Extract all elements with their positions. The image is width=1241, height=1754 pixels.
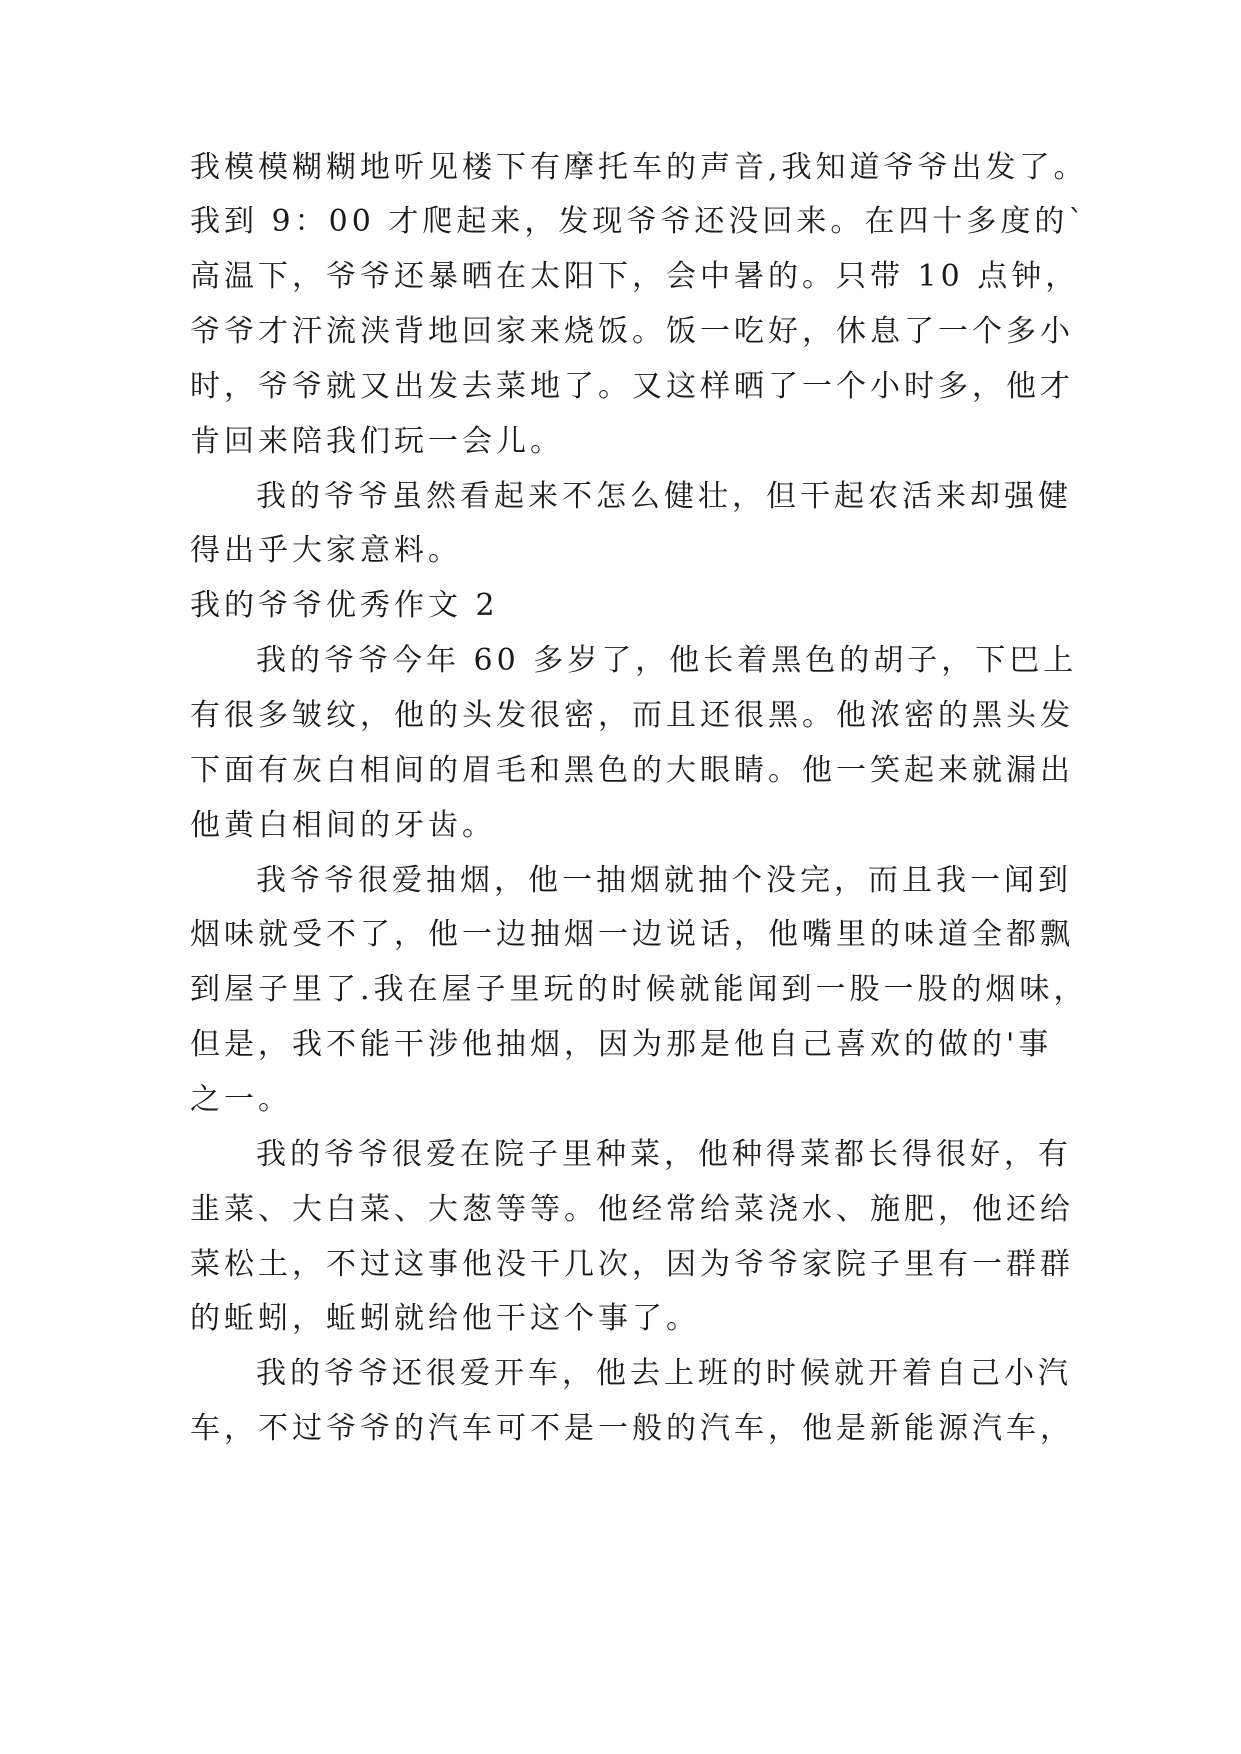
text-line: 我爷爷很爱抽烟，他一抽烟就抽个没完，而且我一闻到 — [256, 863, 1072, 898]
text-line: 的蚯蚓，蚯蚓就给他干这个事了。 — [190, 1301, 700, 1336]
text-line: 我的爷爷今年 60 多岁了，他长着黑色的胡子，下巴上 — [256, 643, 1078, 678]
text-line: 肯回来陪我们玩一会儿。 — [190, 424, 564, 459]
text-line: 我模模糊糊地听见楼下有摩托车的声音,我知道爷爷出发了。 — [190, 150, 1088, 185]
text-line: 但是，我不能干涉他抽烟，因为那是他自己喜欢的做的'事 — [190, 1027, 1053, 1062]
text-line: 到屋子里了.我在屋子里玩的时候就能闻到一股一股的烟味， — [190, 972, 1088, 1007]
text-line: 韭菜、大白菜、大葱等等。他经常给菜浇水、施肥，他还给 — [190, 1192, 1074, 1227]
text-line: 我到 9：00 才爬起来，发现爷爷还没回来。在四十多度的` — [190, 204, 1088, 239]
text-line: 车，不过爷爷的汽车可不是一般的汽车，他是新能源汽车， — [190, 1411, 1074, 1446]
text-line: 我的爷爷还很爱开车，他去上班的时候就开着自己小汽 — [256, 1356, 1072, 1391]
text-line: 烟味就受不了，他一边抽烟一边说话，他嘴里的味道全都飘 — [190, 917, 1074, 952]
text-line: 高温下，爷爷还暴晒在太阳下，会中暑的。只带 10 点钟， — [190, 259, 1080, 294]
text-line: 菜松土，不过这事他没干几次，因为爷爷家院子里有一群群 — [190, 1247, 1074, 1282]
text-line: 有很多皱纹，他的头发很密，而且还很黑。他浓密的黑头发 — [190, 698, 1074, 733]
text-line: 他黄白相间的牙齿。 — [190, 808, 496, 843]
text-line: 得出乎大家意料。 — [190, 533, 462, 568]
text-line: 我的爷爷虽然看起来不怎么健壮，但干起农活来却强健 — [256, 479, 1072, 514]
text-line: 之一。 — [190, 1082, 292, 1117]
text-line: 时，爷爷就又出发去菜地了。又这样晒了一个小时多，他才 — [190, 369, 1074, 404]
text-line: 我的爷爷很爱在院子里种菜，他种得菜都长得很好，有 — [256, 1137, 1072, 1172]
text-line: 下面有灰白相间的眉毛和黑色的大眼睛。他一笑起来就漏出 — [190, 753, 1074, 788]
section-heading: 我的爷爷优秀作文 2 — [190, 588, 499, 623]
text-line: 爷爷才汗流浃背地回家来烧饭。饭一吃好，休息了一个多小 — [190, 314, 1074, 349]
